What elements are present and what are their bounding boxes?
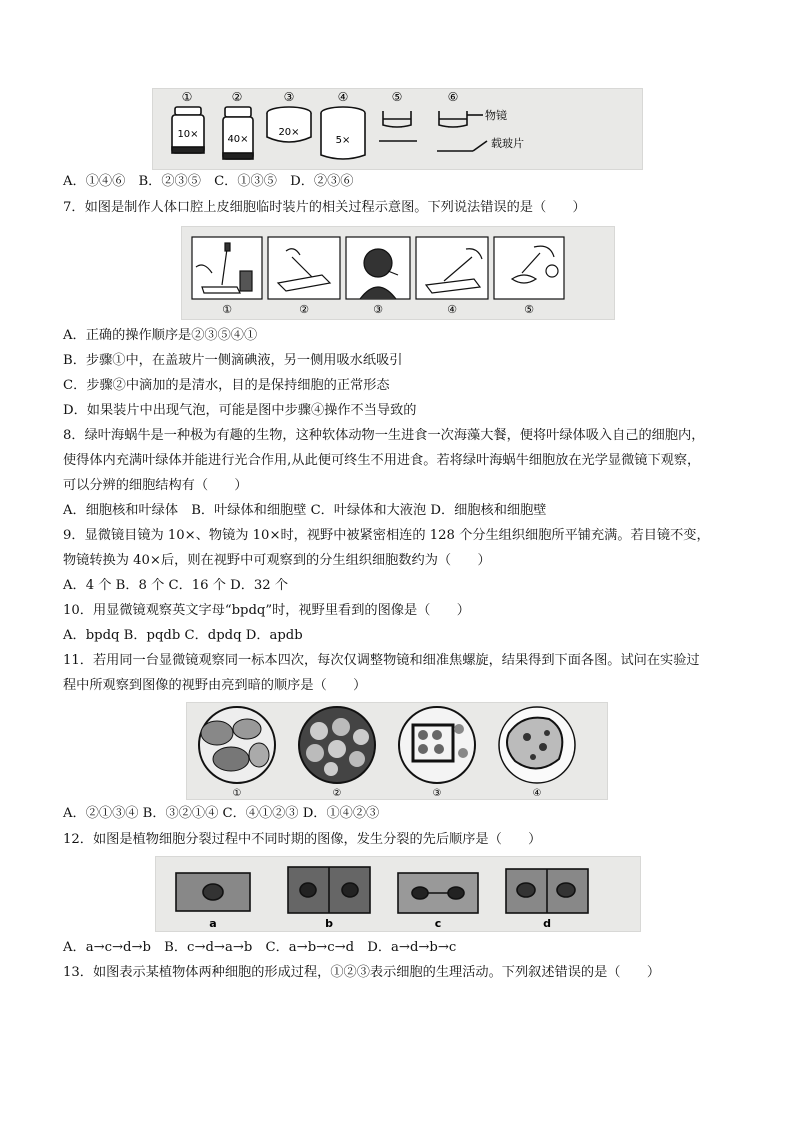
objective-position-5 [379, 111, 417, 141]
step-2-panel [268, 237, 340, 299]
lens-figure [152, 88, 643, 170]
lens-mark-1: 10× [177, 129, 199, 140]
q12-options: A．a→c→d→b B．c→d→a→b C．a→b→c→d D．a→d→b→c [63, 940, 457, 955]
lens-mark-3: 20× [278, 127, 300, 138]
q8-stem-line-2: 使得体内充满叶绿体并能进行光合作用,从此便可终生不用进食。若将绿叶海蜗牛细胞放在光学显微镜下观察， [63, 453, 701, 468]
slide-procedure-figure [181, 226, 615, 320]
q9-options: A．4 个 B．8 个 C．16 个 D．32 个 [63, 578, 289, 593]
lens-label-3: ③ [283, 90, 295, 104]
lens-label-5: ⑤ [391, 90, 403, 104]
cell-division-figure [155, 856, 641, 932]
lens-label-6: ⑥ [447, 90, 459, 104]
step-4-panel [416, 237, 488, 299]
step-label-2: ② [299, 303, 309, 316]
view-3 [399, 707, 475, 783]
microscope-views-drawing [187, 703, 607, 799]
step-label-4: ④ [447, 303, 457, 316]
cell-stage-c [398, 873, 478, 913]
cell-stage-b [288, 867, 370, 913]
q11-stem-line-2: 程中所观察到图像的视野由亮到暗的顺序是（ ） [63, 678, 367, 693]
q11-stem-line-1: 11．若用同一台显微镜观察同一标本四次，每次仅调整物镜和细准焦螺旋，结果得到下面各图。试问在实验过 [63, 653, 700, 668]
q7-option-c: C．步骤②中滴加的是清水，目的是保持细胞的正常形态 [63, 378, 390, 393]
lens-label-4: ④ [337, 90, 349, 104]
q6-options: A．①④⑥ B．②③⑤ C．①③⑤ D．②③⑥ [63, 174, 354, 189]
q8-stem-line-3: 可以分辨的细胞结构有（ ） [63, 478, 248, 493]
step-label-1: ① [222, 303, 232, 316]
objective-position-6 [437, 111, 487, 151]
objective-label: 物镜 [485, 109, 507, 122]
microscope-views-figure [186, 702, 608, 800]
objective-lens-4 [321, 107, 365, 159]
cell-label-a: a [209, 917, 217, 930]
view-label-3: ③ [432, 788, 442, 799]
q7-stem: 7．如图是制作人体口腔上皮细胞临时装片的相关过程示意图。下列说法错误的是（ ） [63, 200, 586, 215]
cell-label-c: c [434, 917, 442, 930]
q7-option-d: D．如果装片中出现气泡，可能是图中步骤④操作不当导致的 [63, 403, 417, 418]
q8-stem-line-1: 8．绿叶海蜗牛是一种极为有趣的生物，这种软体动物一生进食一次海藻大餐，便将叶绿体吸入自己的细胞内， [63, 428, 705, 443]
lens-figure-drawing [153, 89, 642, 169]
q7-option-a: A．正确的操作顺序是②③⑤④① [63, 328, 258, 343]
view-label-4: ④ [532, 788, 542, 799]
view-label-2: ② [332, 788, 342, 799]
q10-options: A．bpdq B．pqdb C．dpdq D．apdb [63, 628, 303, 643]
cell-label-b: b [325, 917, 333, 930]
view-label-1: ① [232, 788, 242, 799]
step-5-panel [494, 237, 564, 299]
q11-options: A．②①③④ B．③②①④ C．④①②③ D．①④②③ [63, 806, 380, 821]
q8-options: A．细胞核和叶绿体 B．叶绿体和细胞壁 C．叶绿体和大液泡 D．细胞核和细胞壁 [63, 503, 547, 518]
view-1 [199, 707, 275, 783]
step-label-3: ③ [373, 303, 383, 316]
lens-label-1: ① [181, 90, 193, 104]
lens-mark-2: 40× [227, 134, 249, 145]
q10-stem: 10．用显微镜观察英文字母“bpdq”时，视野里看到的图像是（ ） [63, 603, 470, 618]
q7-option-b: B．步骤①中，在盖玻片一侧滴碘液，另一侧用吸水纸吸引 [63, 353, 403, 368]
step-label-5: ⑤ [524, 303, 534, 316]
cell-stage-d [506, 869, 588, 913]
q13-stem: 13．如图表示某植物体两种细胞的形成过程，①②③表示细胞的生理活动。下列叙述错误的是（ ） [63, 965, 661, 980]
cell-label-d: d [543, 917, 551, 930]
view-2 [299, 707, 375, 783]
q9-stem-line-1: 9．显微镜目镜为 10×、物镜为 10×时，视野中被紧密相连的 128 个分生组织细胞所平铺充满。若目镜不变， [63, 528, 710, 543]
cell-stage-a [176, 873, 250, 911]
slide-procedure-drawing [182, 227, 614, 319]
eyepiece-lens-2 [223, 107, 253, 159]
lens-label-2: ② [231, 90, 243, 104]
q9-stem-line-2: 物镜转换为 40×后，则在视野中可观察到的分生组织细胞数约为（ ） [63, 553, 491, 568]
q12-stem: 12．如图是植物细胞分裂过程中不同时期的图像，发生分裂的先后顺序是（ ） [63, 832, 542, 847]
slide-label: 载玻片 [491, 137, 524, 150]
view-4 [499, 707, 575, 783]
lens-mark-4: 5× [335, 135, 351, 146]
cell-division-drawing [156, 857, 640, 931]
